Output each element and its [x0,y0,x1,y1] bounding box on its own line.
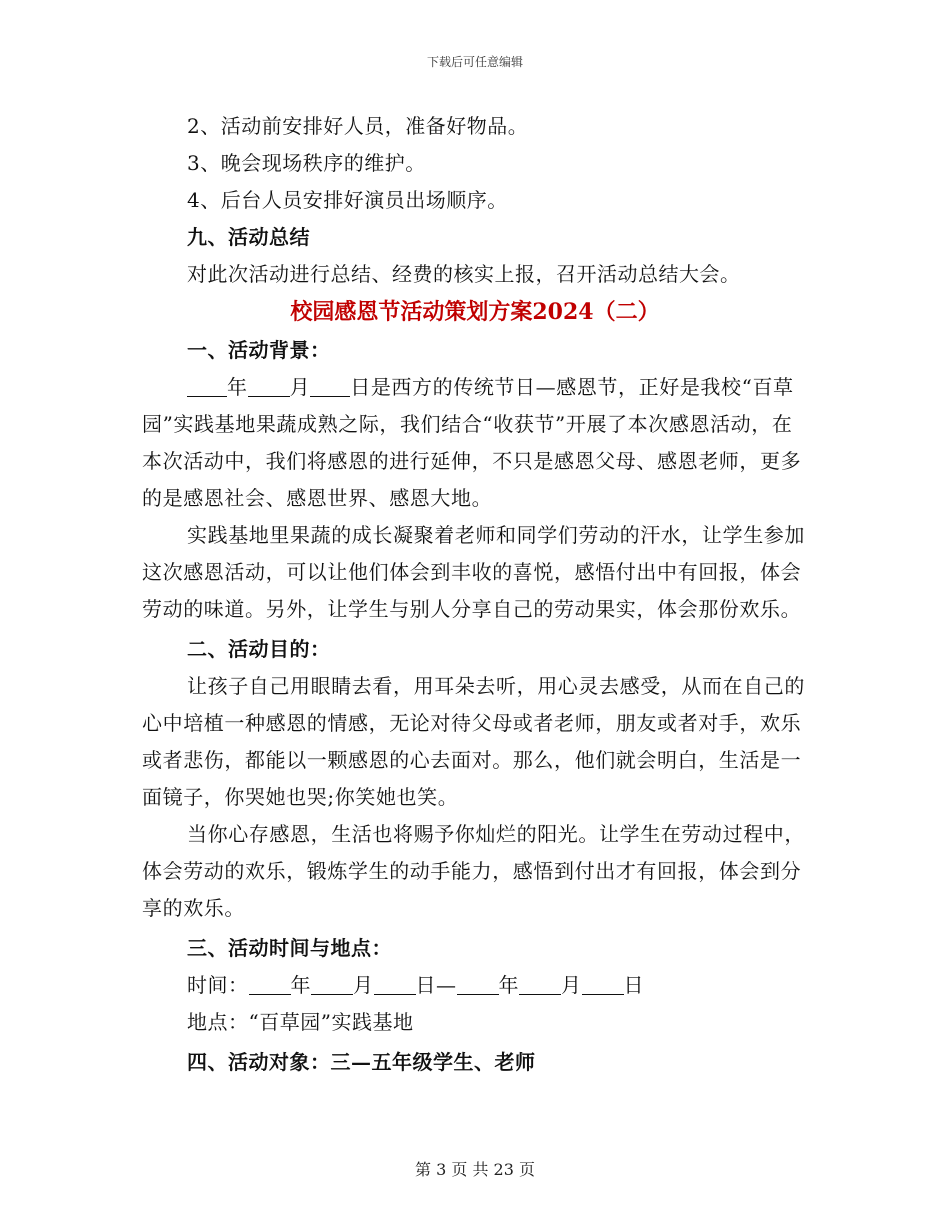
end-year-text: 年 [498,973,519,997]
blank-start-year [249,974,291,995]
start-day-text: 日— [415,973,457,997]
summary-paragraph: 对此次活动进行总结、经费的核实上报，召开活动总结大会。 [187,262,741,286]
section-heading-3: 三、活动时间与地点： [187,936,392,960]
section-heading-4: 四、活动对象：三—五年级学生、老师 [187,1050,536,1074]
blank-end-year [457,974,499,995]
end-month-text: 月 [561,973,582,997]
blank-end-month [519,974,561,995]
blank-end-day [582,974,624,995]
place-line: 地点：“百草园”实践基地 [187,1010,414,1034]
purpose-paragraph-2: 当你心存感恩，生活也将赐予你灿烂的阳光。让学生在劳动过程中，体会劳动的欢乐，锻炼学生的动手能力，感悟到付出才有回报，体会到分享的欢乐。 [142,822,805,920]
blank-month [248,376,290,397]
date-year-text: 年 [227,375,248,399]
time-label: 时间： [187,973,249,997]
blank-day [310,376,350,397]
section-heading-1: 一、活动背景： [187,338,331,362]
background-paragraph-1 [142,369,808,517]
time-line [142,967,808,1004]
blank-start-day [374,974,416,995]
purpose-paragraph-1: 让孩子自己用眼睛去看，用耳朵去听，用心灵去感受，从而在自己的心中培植一种感恩的情感，无论对待父母或者老师，朋友或者对手，欢乐或者悲伤，都能以一颗感恩的心去面对。那么，他们就会明白，生活是一面镜子，你哭她也哭;你笑她也笑。 [142,674,805,809]
section-heading-2: 二、活动目的： [187,637,331,661]
document-title: 校园感恩节活动策划方案2024（二） [290,299,660,325]
section-heading-9: 九、活动总结 [187,225,310,249]
background-paragraph-2: 实践基地里果蔬的成长凝聚着老师和同学们劳动的汗水，让学生参加这次感恩活动，可以让他们体会到丰收的喜悦，感悟付出中有回报，体会劳动的味道。另外，让学生与别人分享自己的劳动果实，体会那份欢乐。 [142,523,805,621]
start-month-text: 月 [353,973,374,997]
page-header: 下载后可任意编辑 [426,55,523,69]
start-year-text: 年 [290,973,311,997]
end-day-text: 日 [623,973,644,997]
document-body [142,108,808,1081]
date-month-text: 月 [289,375,311,399]
list-item-3: 3、晚会现场秩序的维护。 [187,151,426,175]
background-text: “百草园”实践基地果蔬成熟之际，我们结合“收获节”开展了本次感恩活动，在本次活动中，我们将感恩的进行延伸，不只是感恩父母、感恩老师，更多的是感恩社会、感恩世界、感恩大地。 [142,375,802,510]
date-rest-text: 日是西方的传统节日—感恩节，正好是我校 [350,375,742,399]
page-footer: 第 3 页 共 23 页 [415,1160,535,1179]
blank-year [187,376,227,397]
list-item-2: 2、活动前安排好人员，准备好物品。 [187,114,529,138]
blank-start-month [311,974,353,995]
list-item-4: 4、后台人员安排好演员出场顺序。 [187,188,508,212]
